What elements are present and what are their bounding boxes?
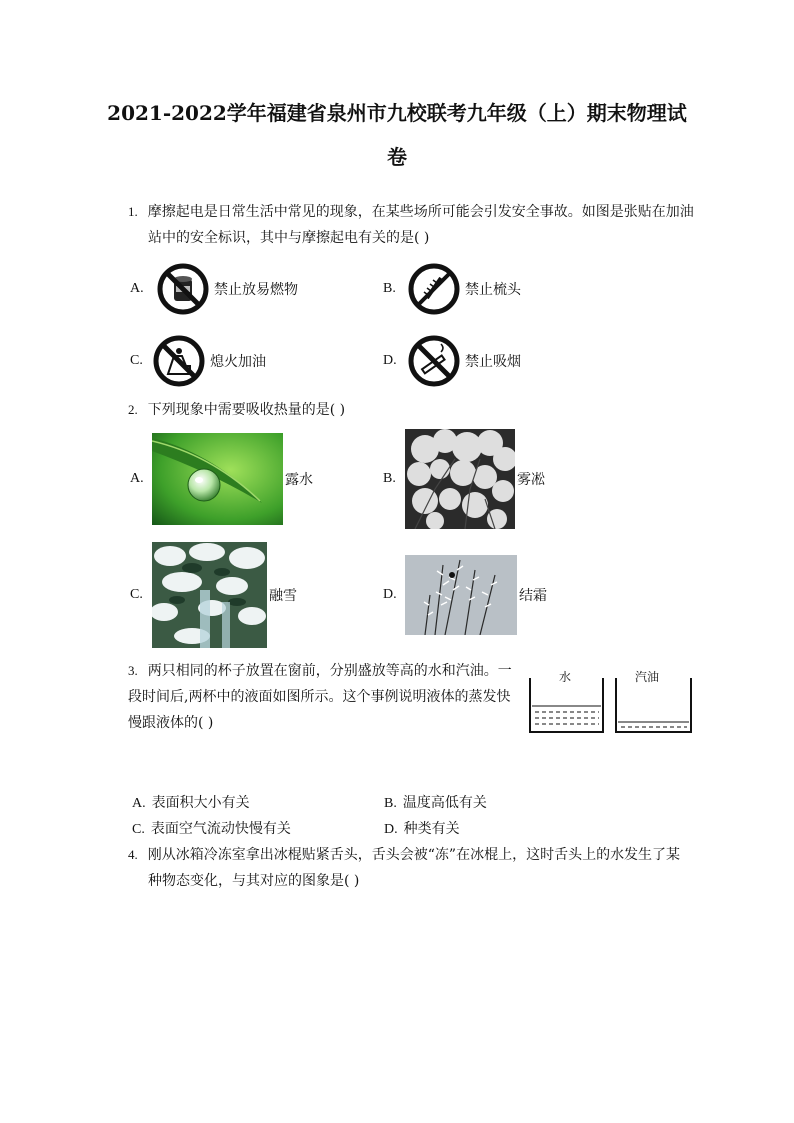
no-combing-icon bbox=[407, 262, 461, 316]
question-1-line1: 1. 摩擦起电是日常生活中常见的现象，在某些场所可能会引发安全事故。如图是张贴在加油 bbox=[128, 204, 694, 220]
q3-option-b: B. 温度高低有关 bbox=[384, 795, 487, 811]
q3-option-c: C. 表面空气流动快慢有关 bbox=[132, 821, 291, 837]
frost-photo bbox=[405, 555, 517, 635]
question-number: 1. bbox=[128, 204, 138, 219]
q1-option-b-label: 禁止梳头 bbox=[465, 282, 521, 298]
question-3-line1: 3. 两只相同的杯子放置在窗前，分别盛放等高的水和汽油。一 bbox=[128, 663, 512, 679]
question-3-line3: 慢跟液体的( ) bbox=[128, 715, 214, 731]
q2-option-d-label: 结霜 bbox=[519, 588, 547, 604]
question-number: 2. bbox=[128, 402, 138, 417]
exam-title-line1: 2021-2022学年福建省泉州市九校联考九年级（上）期末物理试 bbox=[107, 101, 687, 125]
q3-option-d: D. 种类有关 bbox=[384, 821, 460, 837]
rime-ice-photo bbox=[405, 429, 515, 529]
cup-label-water: 水 bbox=[559, 670, 572, 684]
q2-option-a: A. 露水 bbox=[130, 433, 313, 525]
q1-option-d: D. 禁止吸烟 bbox=[383, 334, 521, 388]
q1-option-c-label: 熄火加油 bbox=[210, 354, 266, 370]
q1-option-d-label: 禁止吸烟 bbox=[465, 354, 521, 370]
q3-cups-figure bbox=[527, 664, 697, 736]
q1-option-a: A. 禁止放易燃物 bbox=[130, 262, 298, 316]
question-number: 4. bbox=[128, 847, 138, 862]
question-number: 3. bbox=[128, 663, 138, 678]
melting-snow-photo bbox=[152, 542, 267, 648]
q1-option-a-label: 禁止放易燃物 bbox=[214, 282, 298, 298]
q3-option-a: A. 表面积大小有关 bbox=[132, 795, 250, 811]
question-2-line1: 2. 下列现象中需要吸收热量的是( ) bbox=[128, 402, 346, 418]
cup-label-gasoline: 汽油 bbox=[635, 670, 660, 684]
q1-option-b: B. 禁止梳头 bbox=[383, 262, 521, 316]
q2-option-b: B. 雾凇 bbox=[383, 429, 545, 529]
dew-drop-photo bbox=[152, 433, 283, 525]
engine-off-icon bbox=[152, 334, 206, 388]
question-1-line2: 站中的安全标识，其中与摩擦起电有关的是( ) bbox=[148, 230, 430, 246]
question-4-line1: 4. 刚从冰箱冷冻室拿出冰棍贴紧舌头，舌头会被“冻”在冰棍上，这时舌头上的水发生了某 bbox=[128, 847, 681, 863]
cups-drawing bbox=[527, 664, 697, 736]
q2-option-b-label: 雾凇 bbox=[517, 472, 545, 488]
no-flammable-icon bbox=[156, 262, 210, 316]
no-smoking-icon bbox=[407, 334, 461, 388]
q2-option-c: C. 融雪 bbox=[130, 542, 297, 648]
exam-title-line2: 卷 bbox=[387, 145, 407, 169]
question-3-line2: 段时间后,两杯中的液面如图所示。这个事例说明液体的蒸发快 bbox=[128, 689, 511, 705]
q1-option-c: C. 熄火加油 bbox=[130, 334, 266, 388]
q2-option-d: D. 结霜 bbox=[383, 555, 547, 635]
q2-option-a-label: 露水 bbox=[285, 472, 313, 488]
question-4-line2: 种物态变化，与其对应的图象是( ) bbox=[148, 873, 360, 889]
q2-option-c-label: 融雪 bbox=[269, 588, 297, 604]
